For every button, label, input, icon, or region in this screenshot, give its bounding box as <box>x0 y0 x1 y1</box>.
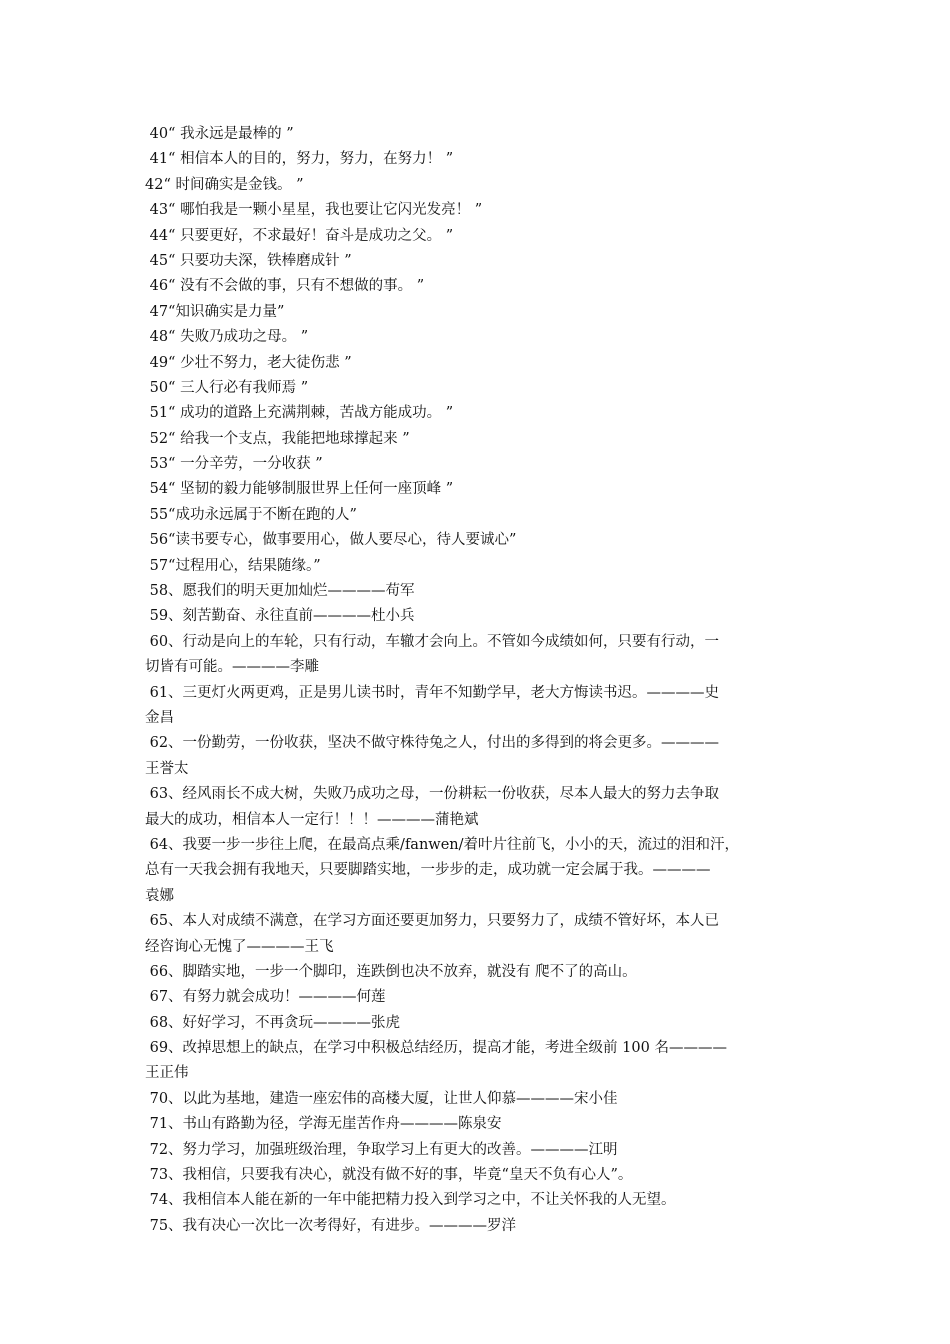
text-line: 50“ 三人行必有我师焉 ” <box>145 379 309 396</box>
text-line: 65、本人对成绩不满意，在学习方面还要更加努力，只要努力了，成绩不管好坏，本人已 <box>145 913 720 930</box>
text-line: 46“ 没有不会做的事，只有不想做的事。 ” <box>145 278 425 295</box>
text-line: 41“ 相信本人的目的，努力，努力，在努力！ ” <box>145 151 454 168</box>
text-line: 74、我相信本人能在新的一年中能把精力投入到学习之中，不让关怀我的人无望。 <box>145 1192 676 1209</box>
text-line: 总有一天我会拥有我地天，只要脚踏实地，一步步的走，成功就一定会属于我。———— <box>145 862 711 879</box>
text-line: 71、书山有路勤为径，学海无崖苦作舟————陈泉安 <box>145 1116 502 1133</box>
text-line: 75、我有决心一次比一次考得好，有进步。————罗洋 <box>145 1217 517 1234</box>
text-line: 40“ 我永远是最棒的 ” <box>145 126 294 142</box>
text-line: 48“ 失败乃成功之母。 ” <box>145 329 309 346</box>
text-line: 切皆有可能。————李雕 <box>145 659 319 676</box>
text-line: 57“过程用心，结果随缘。” <box>145 557 321 574</box>
text-line: 52“ 给我一个支点，我能把地球撑起来 ” <box>145 430 410 447</box>
text-line: 51“ 成功的道路上充满荆棘，苦战方能成功。 ” <box>145 405 454 422</box>
text-line: 42“ 时间确实是金钱。 ” <box>145 176 304 193</box>
text-line: 55“成功永远属于不断在跑的人” <box>145 506 357 523</box>
text-line: 61、三更灯火两更鸡，正是男儿读书时，青年不知勤学早，老大方悔读书迟。————史 <box>145 684 720 701</box>
text-line: 袁娜 <box>145 887 174 904</box>
text-line: 63、经风雨长不成大树，失败乃成功之母，一份耕耘一份收获，尽本人最大的努力去争取 <box>145 786 720 803</box>
text-line: 49“ 少壮不努力，老大徒伤悲 ” <box>145 354 352 371</box>
text-line: 经咨询心无愧了————王飞 <box>145 938 334 955</box>
quote-list <box>145 122 817 1239</box>
text-line: 54“ 坚韧的毅力能够制服世界上任何一座顶峰 ” <box>145 481 454 498</box>
text-line: 王誉太 <box>145 760 189 777</box>
text-line: 44“ 只要更好，不求最好！奋斗是成功之父。 ” <box>145 227 454 244</box>
text-line: 47“知识确实是力量” <box>145 303 285 320</box>
text-line: 68、好好学习，不再贪玩————张虎 <box>145 1014 401 1031</box>
text-line: 王正伟 <box>145 1065 189 1082</box>
text-line: 60、行动是向上的车轮，只有行动，车辙才会向上。不管如今成绩如何，只要有行动，一 <box>145 633 720 650</box>
text-line: 70、以此为基地，建造一座宏伟的高楼大厦，让世人仰慕————宋小佳 <box>145 1090 618 1107</box>
text-line: 66、脚踏实地，一步一个脚印，连跌倒也决不放弃，就没有 爬不了的高山。 <box>145 963 637 980</box>
text-line: 64、我要一步一步往上爬，在最高点乘/fanwen/着叶片往前飞，小小的天，流过的泪和汗， <box>145 836 740 853</box>
text-line: 69、改掉思想上的缺点，在学习中积极总结经历，提高才能，考进全级前 100 名———— <box>145 1040 727 1057</box>
text-line: 金昌 <box>145 709 174 726</box>
text-line: 45“ 只要功夫深，铁棒磨成针 ” <box>145 252 352 269</box>
text-line: 62、一份勤劳，一份收获，坚决不做守株待兔之人，付出的多得到的将会更多。———— <box>145 735 720 752</box>
text-line: 72、努力学习，加强班级治理，争取学习上有更大的改善。————江明 <box>145 1141 618 1158</box>
text-line: 67、有努力就会成功！————何莲 <box>145 989 386 1006</box>
text-line: 73、我相信，只要我有决心，就没有做不好的事，毕竟“皇天不负有心人”。 <box>145 1167 633 1184</box>
text-line: 最大的成功，相信本人一定行！！！————蒲艳斌 <box>145 811 479 828</box>
text-line: 43“ 哪怕我是一颗小星星，我也要让它闪光发亮！ ” <box>145 202 483 219</box>
text-line: 58、愿我们的明天更加灿烂————苟军 <box>145 583 415 600</box>
text-line: 56“读书要专心，做事要用心，做人要尽心，待人要诚心” <box>145 532 517 549</box>
text-line: 53“ 一分辛劳，一分收获 ” <box>145 456 323 473</box>
text-line: 59、刻苦勤奋、永往直前————杜小兵 <box>145 608 415 625</box>
